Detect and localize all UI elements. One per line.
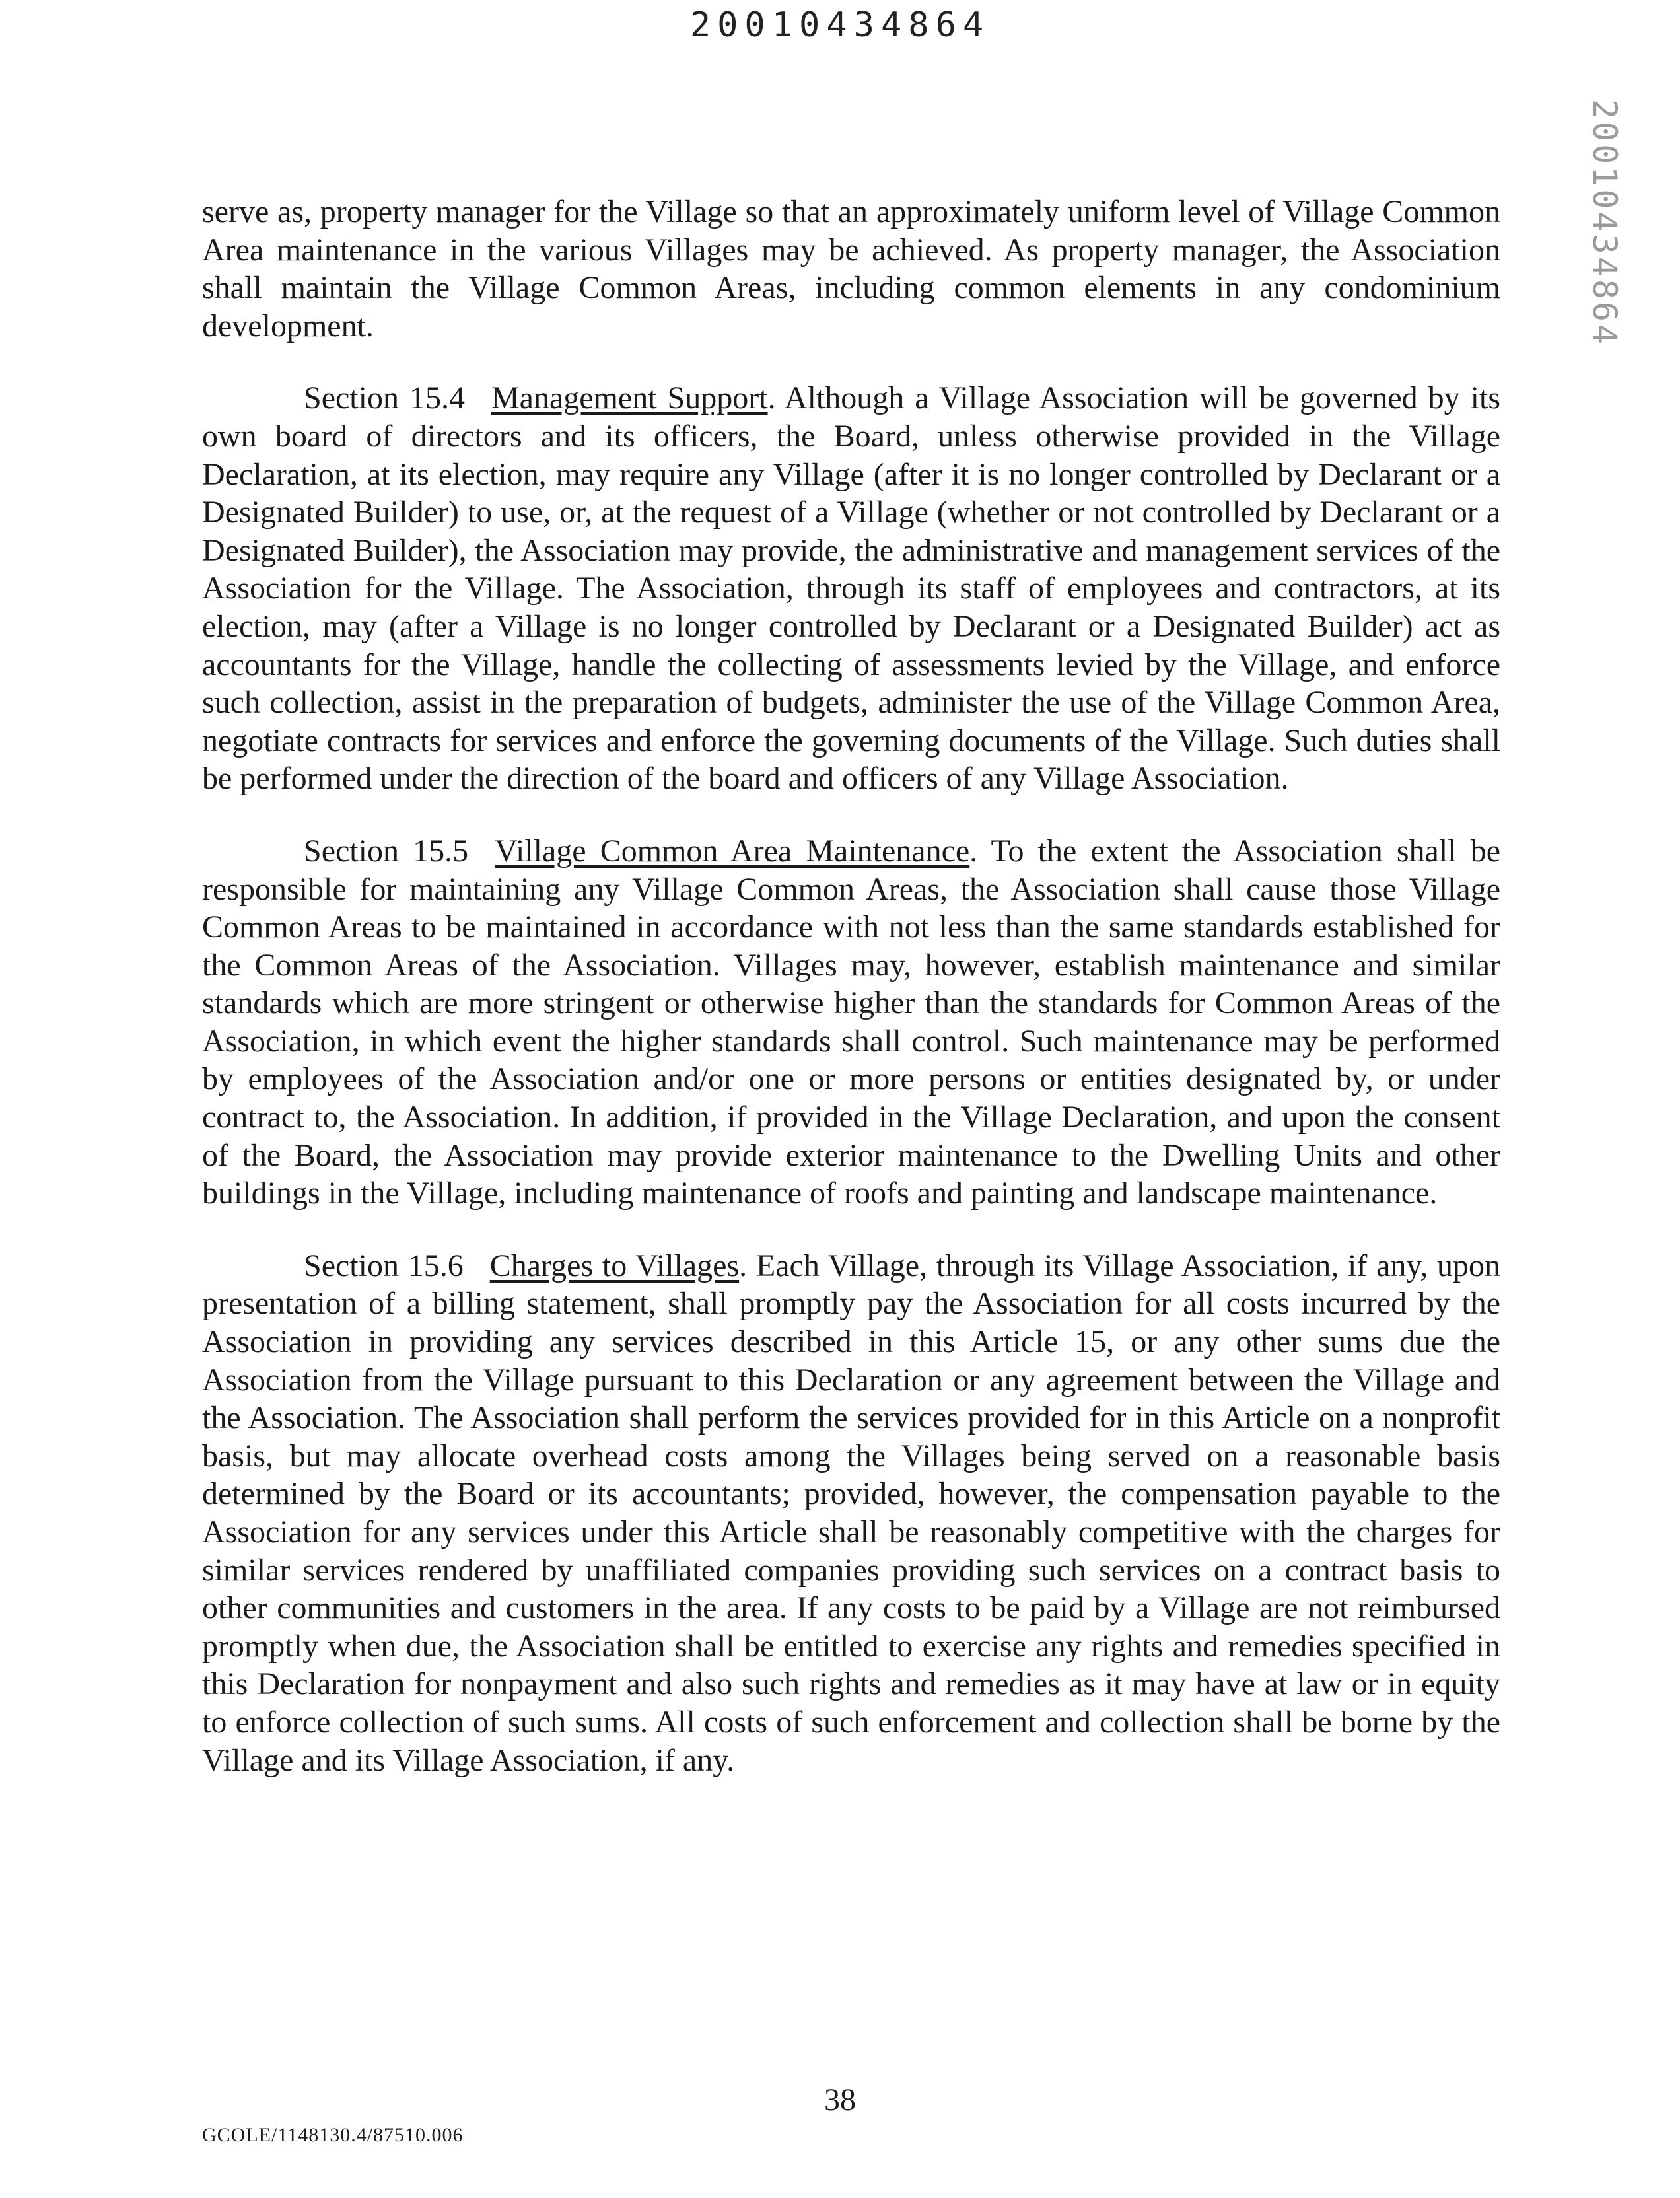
side-recording-stamp: 20010434864 (1586, 99, 1624, 347)
section-title: Management Support (491, 380, 768, 416)
section-15-4: Section 15.4 Management Support. Although a Village Association will be governed by its own board of directors and its officers, the Board, unless otherwise provided in the Village Declaration, at its election, may require any Village (after it is no longer controlled by Declarant or a Designated Builder) to use, or, at the request of a Village (whether or not controlled by Declarant or a Designated Builder), the Association may provide, the administrative and management services of the Association for the Village. The Association, through its staff of employees and contractors, at its election, may (after a Village is no longer controlled by Declarant or a Designated Builder) act as accountants for the Village, handle the collecting of assessments levied by the Village, and enforce such collection, assist in the preparation of budgets, administer the use of the Village Common Area, negotiate contracts for services and enforce the governing documents of the Village. Such duties shall be performed under the direction of the board and officers of any Village Association. (202, 380, 1501, 797)
document-id: GCOLE/1148130.4/87510.006 (202, 2124, 464, 2146)
section-text: To the extent the Association shall be responsible for maintaining any Village Common Areas, the Association shall cause those Village Common Areas to be maintained in accordance with not less than the same standards established for the Common Areas of the Association. Villages may, however, establish maintenance and similar standards which are more stringent or otherwise higher than the standards for Common Areas of the Association, in which event the higher standards shall control. Such maintenance may be performed by employees of the Association and/or one or more persons or entities designated by, or under contract to, the Association. In addition, if provided in the Village Declaration, and upon the consent of the Board, the Association may provide exterior maintenance to the Dwelling Units and other buildings in the Village, including maintenance of roofs and painting and landscape maintenance. (202, 833, 1501, 1211)
section-title: Village Common Area Maintenance (495, 833, 970, 869)
recording-number: 20010434864 (689, 5, 991, 45)
paragraph-continuation: serve as, property manager for the Village so that an approximately uniform level of Village Common Area maintenance in the various Villages may be achieved. As property manager, the Association shall maintain the Village Common Areas, including common elements in any condominium development. (202, 194, 1500, 343)
section-15-6: Section 15.6 Charges to Villages. Each Village, through its Village Association, if any, upon presentation of a billing statement, shall promptly pay the Association for all costs incurred by the Association in providing any services described in this Article 15, or any other sums due the Association from the Village pursuant to this Declaration or any agreement between the Village and the Association. The Association shall perform the services provided for in this Article on a nonprofit basis, but may allocate overhead costs among the Villages being served on a reasonable basis determined by the Board or its accountants; provided, however, the compensation payable to the Association for any services under this Article shall be reasonably competitive with the charges for similar services rendered by unaffiliated companies providing such services on a contract basis to other communities and customers in the area. If any costs to be paid by a Village are not reimbursed promptly when due, the Association shall be entitled to exercise any rights and remedies specified in this Declaration for nonpayment and also such rights and remedies as it may have at law or in equity to enforce collection of such sums. All costs of such enforcement and collection shall be borne by the Village and its Village Association, if any. (202, 1248, 1500, 1778)
section-15-5: Section 15.5 Village Common Area Maintenance. To the extent the Association shall be responsible for maintaining any Village Common Areas, the Association shall cause those Village Common Areas to be maintained in accordance with not less than the same standards established for the Common Areas of the Association. Villages may, however, establish maintenance and similar standards which are more stringent or otherwise higher than the standards for Common Areas of the Association, in which event the higher standards shall control. Such maintenance may be performed by employees of the Association and/or one or more persons or entities designated by, or under contract to, the Association. In addition, if provided in the Village Declaration, and upon the consent of the Board, the Association may provide exterior maintenance to the Dwelling Units and other buildings in the Village, including maintenance of roofs and painting and landscape maintenance. (202, 833, 1501, 1211)
section-label: Section 15.4 (304, 380, 465, 416)
page-number: 38 (824, 2082, 856, 2117)
section-label: Section 15.6 (304, 1248, 464, 1283)
section-text: Although a Village Association will be governed by its own board of directors and its officers, the Board, unless otherwise provided in the Village Declaration, at its election, may require any Village (after it is no longer controlled by Declarant or a Designated Builder) to use, or, at the request of a Village (whether or not controlled by Declarant or a Designated Builder), the Association may provide, the administrative and management services of the Association for the Village. The Association, through its staff of employees and contractors, at its election, may (after a Village is no longer controlled by Declarant or a Designated Builder) act as accountants for the Village, handle the collecting of assessments levied by the Village, and enforce such collection, assist in the preparation of budgets, administer the use of the Village Common Area, negotiate contracts for services and enforce the governing documents of the Village. Such duties shall be performed under the direction of the board and officers of any Village Association. (202, 380, 1501, 797)
section-text: Each Village, through its Village Association, if any, upon presentation of a billing statement, shall promptly pay the Association for all costs incurred by the Association in providing any services described in this Article 15, or any other sums due the Association from the Village pursuant to this Declaration or any agreement between the Village and the Association. The Association shall perform the services provided for in this Article on a nonprofit basis, but may allocate overhead costs among the Villages being served on a reasonable basis determined by the Board or its accountants; provided, however, the compensation payable to the Association for any services under this Article shall be reasonably competitive with the charges for similar services rendered by unaffiliated companies providing such services on a contract basis to other communities and customers in the area. If any costs to be paid by a Village are not reimbursed promptly when due, the Association shall be entitled to exercise any rights and remedies specified in this Declaration for nonpayment and also such rights and remedies as it may have at law or in equity to enforce collection of such sums. All costs of such enforcement and collection shall be borne by the Village and its Village Association, if any. (202, 1248, 1500, 1778)
document-body (202, 193, 1500, 1814)
section-title: Charges to Villages (489, 1248, 740, 1283)
section-label: Section 15.5 (304, 833, 469, 869)
